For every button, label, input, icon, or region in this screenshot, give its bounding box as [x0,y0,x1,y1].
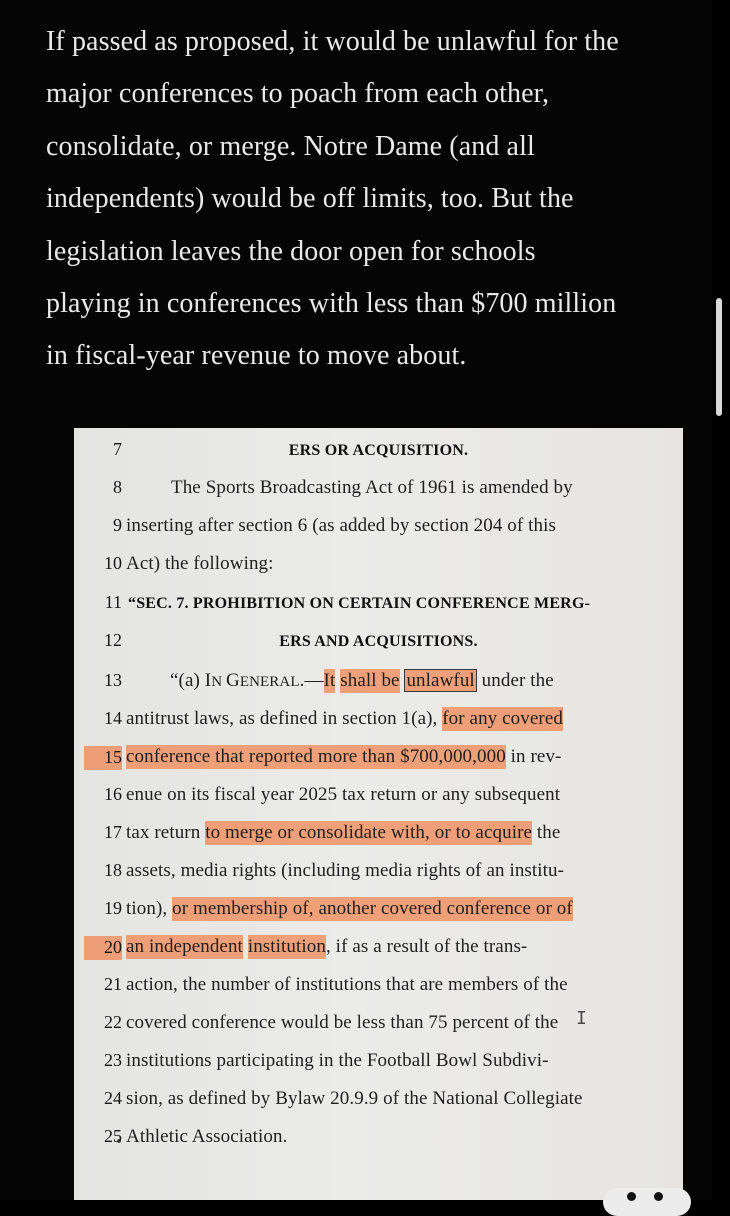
bill-text: action, the number of institutions that are members of the [126,974,568,995]
bill-line-12 [74,622,683,660]
bill-text-part: under the [476,670,554,691]
bill-line-13 [74,662,683,700]
bill-text-part: tion), [126,898,173,919]
bill-line-9 [74,507,683,545]
bill-text: inserting after section 6 (as added by section 204 of this [126,515,557,536]
highlighted-text: an independent [126,936,243,957]
bill-text [126,746,561,768]
bill-line-14 [74,700,683,738]
paragraph-line-1: If passed as proposed, it would be unlawful for the [46,26,619,57]
bill-line-11 [74,584,683,622]
bill-line-24 [74,1080,683,1118]
paragraph-line-7: in fiscal-year revenue to move about. [46,340,467,372]
paragraph-line-3: consolidate, or merge. Notre Dame (and all [46,130,535,162]
bill-text [126,898,573,920]
bill-text [126,936,527,958]
bill-text-part: .— [299,670,324,691]
bill-text-part: , if as a result of the trans- [325,936,528,957]
bill-text [126,822,560,844]
bill-text: sion, as defined by Bylaw 20.9.9 of the National Collegiate [126,1088,583,1109]
bill-line-22 [74,1004,683,1042]
bill-text: assets, media rights (including media rights of an institu- [126,860,565,881]
bill-text: Act) the following: [126,553,274,574]
boxed-highlighted-text: unlawful [406,670,475,691]
bill-line-10 [74,545,683,583]
highlighted-text: institution [247,936,326,957]
bill-line-18 [74,852,683,890]
line-number: 22 [104,1012,122,1032]
highlighted-line-number: 15 [84,746,122,770]
line-number: 10 [104,553,122,573]
line-number: 24 [104,1088,122,1108]
line-number: 11 [104,592,122,612]
bill-text [126,708,563,730]
bill-text: Athletic Association. [126,1126,288,1147]
bill-text-part: tax return [126,822,206,843]
bill-line-16 [74,776,683,814]
line-number: 9 [113,515,122,535]
paragraph-line-5: legislation leaves the door open for schools [46,235,536,267]
bill-text-part: in rev- [505,746,562,767]
bill-line-17 [74,814,683,852]
bill-text: covered conference would be less than 75 percent of the [126,1012,559,1033]
line-number: 17 [104,822,122,842]
line-number: 12 [104,630,122,650]
floating-action-button[interactable] [603,1188,691,1216]
text-cursor-icon: I [576,1008,587,1029]
legislation-image[interactable] [74,428,683,1200]
highlighted-text: to merge or consolidate with, or to acquire [205,822,533,843]
bill-line-19 [74,890,683,928]
paragraph-line-4: independents) would be off limits, too. But the [46,183,574,215]
section-title: “SEC. 7. PROHIBITION ON CERTAIN CONFERENCE MERG- [128,595,591,612]
bill-line-8 [74,469,683,507]
highlighted-line-number: 20 [84,936,122,960]
bill-line-7 [74,431,683,469]
bill-text-part: the [532,822,561,843]
bill-text-part: antitrust laws, as defined in section 1(a), [126,708,443,729]
line-number: 18 [104,860,122,880]
bill-line-23 [74,1042,683,1080]
line-number: 13 [104,670,122,690]
bill-line-21 [74,966,683,1004]
line-number: 16 [104,784,122,804]
line-number: 25 [104,1126,122,1146]
bill-text-part: N [211,674,226,690]
highlighted-text: shall be [340,670,400,691]
paragraph-line-2: major conferences to poach from each other, [46,78,550,110]
bill-line-25 [74,1118,683,1156]
bill-line-20 [74,928,683,966]
line-number: 14 [104,708,122,728]
highlighted-text: for any covered [442,708,563,729]
line-number: 7 [113,439,122,459]
line-number: 8 [113,477,122,497]
bill-text-part: ENERAL [239,674,300,690]
bill-line-15 [74,738,683,776]
bill-text-part: “(a) I [170,670,212,691]
line-number: 23 [104,1050,122,1070]
bill-text: The Sports Broadcasting Act of 1961 is amended by [171,477,573,498]
bill-text: institutions participating in the Football Bowl Subdivi- [126,1050,549,1071]
section-title-continued: ERS AND ACQUISITIONS. [279,633,478,650]
highlighted-text: conference that reported more than $700,000,000 [126,746,506,767]
bill-text [170,670,554,692]
highlighted-text: or membership of, another covered conference or of [172,898,573,919]
paragraph-line-6: playing in conferences with less than $700 million [46,288,617,320]
article-paragraph [46,16,696,383]
highlighted-text: It [323,670,336,691]
scrollbar-thumb[interactable] [716,298,722,416]
section-heading-fragment: ERS OR ACQUISITION. [288,442,469,459]
line-number: 21 [104,974,122,994]
line-number: 19 [104,898,122,918]
bill-text-part: G [226,670,240,691]
bill-text: enue on its fiscal year 2025 tax return or any subsequent [126,784,561,805]
